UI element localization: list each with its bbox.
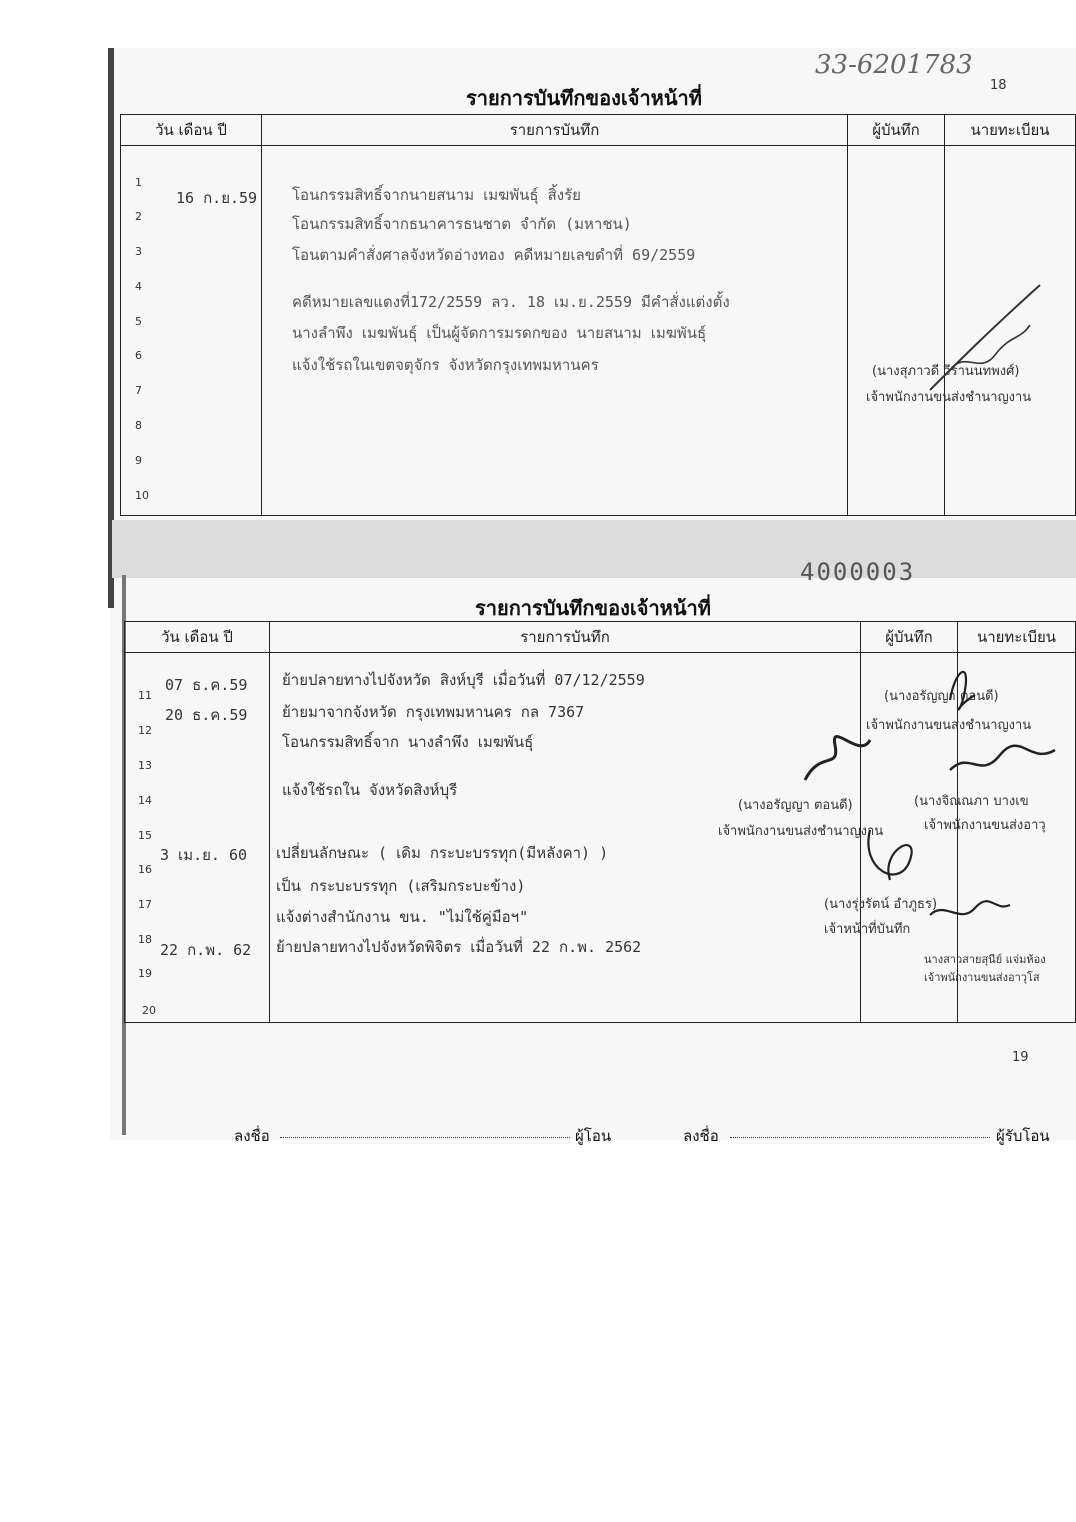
entry-line: ย้ายปลายทางไปจังหวัดพิจิตร เมื่อวันที่ 22 ก.พ. 2562 — [276, 938, 642, 956]
entry-line: แจ้งใช้รถใน จังหวัดสิงห์บุรี — [282, 781, 458, 799]
section2-title: รายการบันทึกของเจ้าหน้าที่ — [475, 596, 711, 620]
entry-line: โอนกรรมสิทธิ์จาก นางลำพึง เมฆพันธุ์ — [282, 733, 534, 751]
entry-line: ย้ายมาจากจังหวัด กรุงเทพมหานคร กล 7367 — [282, 703, 585, 721]
section1-title: รายการบันทึกของเจ้าหน้าที่ — [466, 86, 702, 110]
header-entry: รายการบันทึก — [262, 115, 848, 146]
entry-line: คดีหมายเลขแดงที่172/2559 ลว. 18 เม.ย.2559 มีคำสั่งแต่งตั้ง — [292, 293, 730, 311]
header-date: วัน เดือน ปี — [121, 115, 262, 146]
line-number: 6 — [135, 349, 142, 362]
line-number: 5 — [135, 315, 142, 328]
line-number: 15 — [138, 829, 152, 842]
sign-label: ลงชื่อ — [683, 1127, 719, 1145]
line-number: 13 — [138, 759, 152, 772]
header-entry: รายการบันทึก — [270, 622, 861, 653]
signer-name: (นางอรัญญา ตอนดี) — [884, 689, 999, 704]
entry-line: เป็น กระบะบรรทุก (เสริมกระบะข้าง) — [276, 877, 526, 895]
page-number-bottom: 19 — [1012, 1050, 1029, 1065]
signer-title: เจ้าพนักงานขนส่งชำนาญงาน — [866, 718, 1032, 733]
signer-name: (นางอรัญญา ตอนดี) — [738, 798, 853, 813]
role-label: ผู้โอน — [575, 1127, 612, 1145]
header-registrar: นายทะเบียน — [958, 622, 1076, 653]
entry-date: 20 ธ.ค.59 — [165, 706, 248, 724]
signature-scribbles — [800, 650, 1070, 950]
sign-label: ลงชื่อ — [234, 1127, 270, 1145]
line-number: 1 — [135, 176, 142, 189]
line-number: 16 — [138, 863, 152, 876]
line-number: 17 — [138, 898, 152, 911]
line-number: 20 — [142, 1004, 156, 1017]
overlap-band — [112, 520, 1076, 578]
signer-name: (นางจิณณภา บางเข — [914, 794, 1029, 809]
header-date: วัน เดือน ปี — [125, 622, 270, 653]
entry-line: ย้ายปลายทางไปจังหวัด สิงห์บุรี เมื่อวันที่ 07/12/2559 — [282, 671, 645, 689]
line-number: 7 — [135, 384, 142, 397]
entry-line: โอนกรรมสิทธิ์จากธนาคารธนชาต จำกัด (มหาชน) — [292, 215, 632, 233]
page-number-top: 18 — [990, 78, 1007, 93]
line-number: 11 — [138, 689, 152, 702]
line-number: 8 — [135, 419, 142, 432]
entry-line: แจ้งใช้รถในเขตจตุจักร จังหวัดกรุงเทพมหานคร — [292, 356, 599, 374]
signature-line — [280, 1137, 570, 1138]
line-number: 19 — [138, 967, 152, 980]
line-number: 9 — [135, 454, 142, 467]
entry-line: แจ้งต่างสำนักงาน ขน. "ไม่ใช้คู่มือฯ" — [276, 908, 529, 926]
signer-title: เจ้าพนักงานขนส่งชำนาญงาน — [718, 824, 884, 839]
header-recorder: ผู้บันทึก — [861, 622, 958, 653]
signature-line — [730, 1137, 990, 1138]
line-number: 12 — [138, 724, 152, 737]
line-number: 2 — [135, 210, 142, 223]
entry-date: 3 เม.ย. 60 — [160, 846, 248, 864]
handwritten-number: 33-6201783 — [815, 50, 973, 80]
entry-line: นางลำพึง เมฆพันธุ์ เป็นผู้จัดการมรดกของ นายสนาม เมฆพันธุ์ — [292, 324, 707, 342]
line-number: 10 — [135, 489, 149, 502]
signer-name: (นางรุ่งรัตน์ อำภูธร) — [824, 897, 938, 912]
entry-line: เปลี่ยนลักษณะ ( เดิม กระบะบรรทุก(มีหลังคา) ) — [276, 844, 609, 862]
signature-scribble — [920, 280, 1050, 400]
line-number: 18 — [138, 933, 152, 946]
entry-date: 07 ธ.ค.59 — [165, 676, 248, 694]
signer-name: นางสาวสายสุนีย์ แจ่มห้อง — [924, 953, 1046, 966]
line-number: 14 — [138, 794, 152, 807]
entry-date: 22 ก.พ. 62 — [160, 941, 252, 959]
role-label: ผู้รับโอน — [996, 1127, 1050, 1145]
line-number: 3 — [135, 245, 142, 258]
signer-title: เจ้าพนักงานขนส่งอาวุโส — [924, 971, 1040, 984]
line-number: 4 — [135, 280, 142, 293]
overlap-band-text: 4000003 — [800, 558, 916, 586]
header-recorder: ผู้บันทึก — [848, 115, 945, 146]
entry-line: โอนกรรมสิทธิ์จากนายสนาม เมฆพันธุ์ สิ้งรัย — [292, 186, 581, 204]
signer-title: เจ้าพนักงานขนส่งชำนาญงาน — [866, 390, 1032, 405]
entry-date: 16 ก.ย.59 — [176, 189, 258, 207]
header-registrar: นายทะเบียน — [945, 115, 1076, 146]
signer-title: เจ้าหน้าที่บันทึก — [824, 922, 911, 937]
signer-name: (นางสุภาวดี วีรานนทพงศ์) — [872, 364, 1020, 379]
signer-title: เจ้าพนักงานขนส่งอาวุ — [924, 818, 1046, 833]
entry-line: โอนตามคำสั่งศาลจังหวัดอ่างทอง คดีหมายเลขดำที่ 69/2559 — [292, 246, 696, 264]
